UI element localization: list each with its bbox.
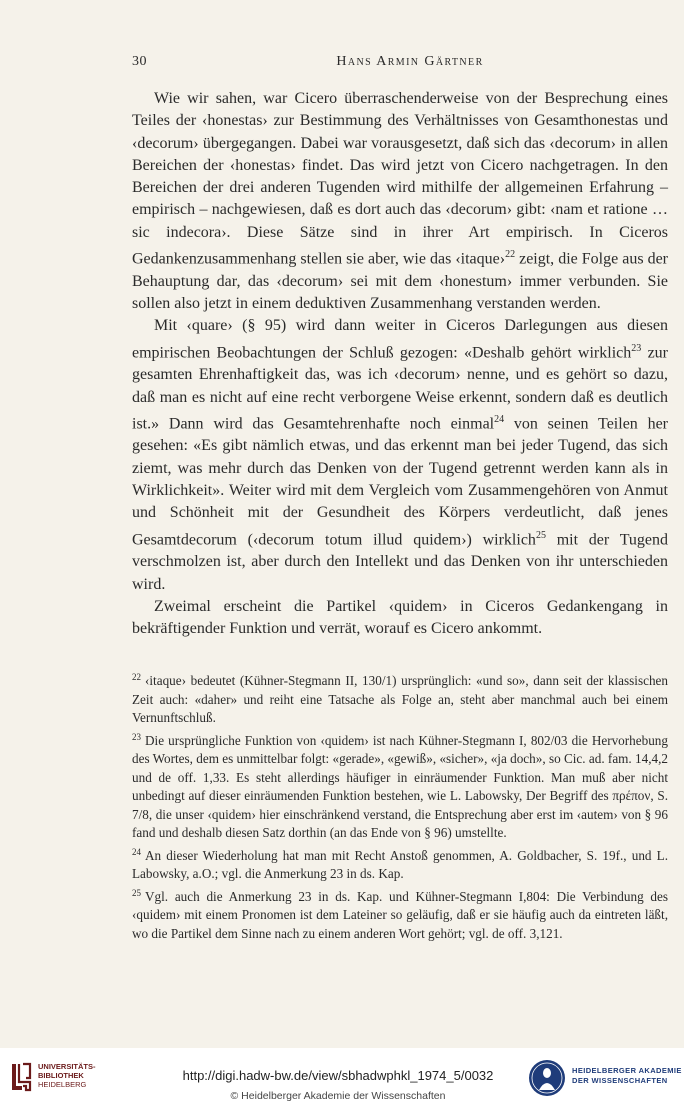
paragraph-1-text: Wie wir sahen, war Cicero überraschenderweise von der Besprechung eines Teiles der ‹honestas› zur Bestimmung des Verhältnisses von Gesamthonestas und ‹decorum› übergegangen. Dabei war vorausgesetzt, daß sich das ‹decorum› in allen Bereichen der ‹honestas› findet. Das wird jetzt von Cicero nachgetragen. In den Bereichen der drei anderen Tugenden wird mithilfe der allgemeinen Erfahrung – empirisch – nachgewiesen, daß es dort auch das ‹decorum› gibt: ‹nam et ratione … sic indecora›. Diese Sätze sind in ihrer Art empirisch. In Ciceros Gedankenzusammenhang stellen sie aber, wie das ‹itaque› bbox=[132, 90, 668, 268]
paragraph-3-text: Zweimal erscheint die Partikel ‹quidem› in Ciceros Gedankengang in bekräftigender Funktion und verrät, worauf es Cicero ankommt. bbox=[132, 597, 668, 638]
library-line-2: BIBLIOTHEK bbox=[38, 1071, 84, 1080]
running-head-author: Hans Armin Gärtner bbox=[336, 54, 484, 69]
footnote-ref-25[interactable]: 25 bbox=[535, 529, 546, 541]
paragraph-2-text-b: zur gesamten Ehrenhaftigkeit das, was ich ‹decorum› nenne, und es gehört so dazu, daß man es nicht auf eine recht verborgene Weise erkennt, sondern daß es deutlich ist.» Dann wird das Gesamtehrenhafte noch einmal bbox=[132, 343, 669, 433]
page-number: 30 bbox=[132, 54, 147, 69]
footnote-number: 22 bbox=[132, 672, 141, 682]
copyright-notice: © Heidelberger Akademie der Wissenschaften bbox=[230, 1090, 446, 1102]
footnote-ref-23[interactable]: 23 bbox=[631, 342, 642, 354]
running-header bbox=[132, 54, 668, 74]
library-line-3: HEIDELBERG bbox=[38, 1080, 87, 1089]
academy-seal-icon[interactable] bbox=[527, 1056, 567, 1100]
university-library-logo-icon[interactable] bbox=[8, 1060, 34, 1094]
permalink-url[interactable]: http://digi.hadw-bw.de/view/sbhadwphkl_1974_5/0032 bbox=[182, 1068, 494, 1083]
main-text bbox=[132, 88, 668, 640]
paragraph-2-text-c: von seinen Teilen her gesehen: «Es gibt nämlich etwas, und das erkennt man bei jeder Tugend, das sich ziemt, was mehr durch das Denken von der Tugend getrennt werden kann als in Wirklichkeit». Weiter wird mit dem Vergleich vom Zusammengehören von Anmut und Schönheit mit der Gesundheit des Körpers verdeutlicht, daß jenes Gesamtdecorum (‹decorum totum illud quidem›) wirklich bbox=[132, 415, 669, 548]
academy-line-2: DER WISSENSCHAFTEN bbox=[572, 1075, 668, 1085]
footnote bbox=[132, 728, 668, 843]
paragraph-2-text-a: Mit ‹quare› (§ 95) wird dann weiter in Ciceros Darlegungen aus diesen empirischen Beobachtungen der Schluß gezogen: «Deshalb gehört wirklich bbox=[132, 317, 668, 361]
footnote bbox=[132, 668, 668, 728]
footnote-number: 25 bbox=[132, 887, 141, 898]
footnote bbox=[132, 884, 668, 944]
paragraph-3 bbox=[132, 596, 668, 641]
viewer-footer bbox=[0, 1048, 684, 1115]
footnote-ref-24[interactable]: 24 bbox=[494, 413, 505, 425]
footnote-text: Die ursprüngliche Funktion von ‹quidem› ist nach Kühner-Stegmann I, 802/03 die Hervorhebung des Wortes, dem es unmittelbar folgt: «gerade», «gewiß», «sicher», «ja doch», so Cic. ad. fam. 14,4,2 und de off. 1,33. Es steht allerdings häufiger in einräumender Funktion. Man muß aber nicht unbedingt auf dieser einräumenden Funktion bestehen, wie L. Labowsky, Der Begriff des πρέπον, S. 7/8, die unser ‹quidem› hier einschränkend verstand, die Entsprechung aber erst im ‹autem› von § 96 fand und deshalb diesen Satz dorthin (an das Ende von § 96) umstellte. bbox=[132, 732, 668, 840]
footnotes bbox=[132, 668, 668, 943]
paragraph-1 bbox=[132, 88, 668, 315]
library-line-1: UNIVERSITÄTS- bbox=[38, 1062, 96, 1071]
paragraph-2 bbox=[132, 315, 668, 596]
footnote-text: ‹itaque› bedeutet (Kühner-Stegmann II, 130/1) ursprünglich: «und so», dann seit der klassischen Zeit auch: «daher» und reiht eine Tatsache als Folge an, steht aber manchmal auch bei einem Vernunftschluß. bbox=[132, 673, 668, 725]
footnote-text: An dieser Wiederholung hat man mit Recht Anstoß genommen, A. Goldbacher, S. 19f., und L. Labowsky, a.O.; vgl. die Anmerkung 23 in ds. Kap. bbox=[132, 847, 668, 881]
academy-line-1: HEIDELBERGER AKADEMIE bbox=[572, 1066, 682, 1075]
footnote-number: 23 bbox=[132, 731, 141, 742]
footnote-text: Vgl. auch die Anmerkung 23 in ds. Kap. und Kühner-Stegmann I,804: Die Verbindung des ‹quidem› mit einem Pronomen ist dem Lateiner so geläufig, daß er sie häufig auch da eintreten läßt, wo die Partikel dem Sinne nach zu einem anderen Wort gehört; vgl. de off. 3,121. bbox=[132, 888, 668, 941]
paragraph-2-text-d: mit der Tugend verschmolzen ist, aber durch den Intellekt und das Denken von ihr unterschieden wird. bbox=[132, 530, 669, 593]
academy-label[interactable] bbox=[572, 1066, 682, 1085]
footnote bbox=[132, 843, 668, 884]
paragraph-1-rest: zeigt, die Folge aus der Behauptung dar, das ‹decorum› sei mit dem ‹honestum› immer verbunden. Sie sollen also jetzt in einem deduktiven Zusammenhang verstanden werden. bbox=[132, 250, 668, 312]
footnote-ref-22[interactable]: 22 bbox=[505, 249, 516, 261]
university-library-label[interactable] bbox=[38, 1062, 96, 1089]
footnote-number: 24 bbox=[132, 846, 141, 857]
